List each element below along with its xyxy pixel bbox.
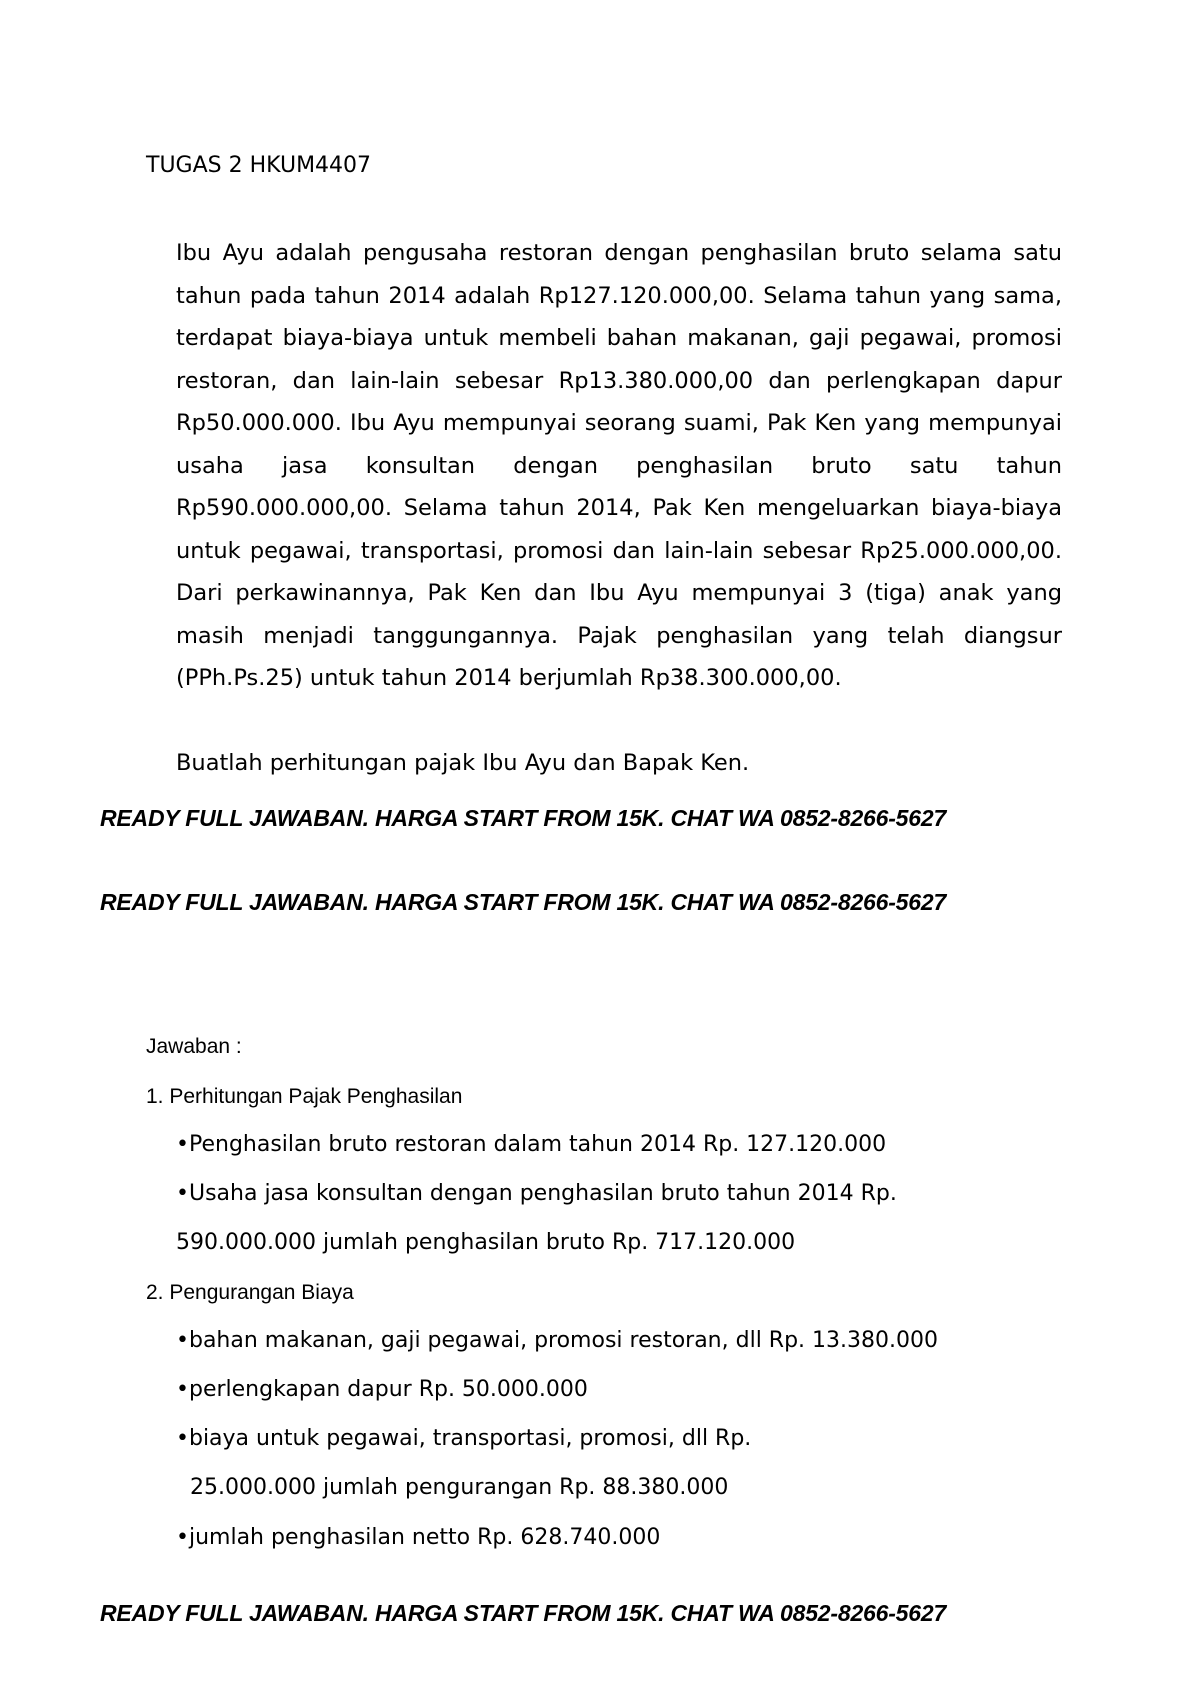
section-1-line: 590.000.000 jumlah penghasilan bruto Rp. 717.120.000	[176, 1230, 796, 1255]
section-2-line: 25.000.000 jumlah pengurangan Rp. 88.380.000	[190, 1475, 729, 1500]
promo-banner: READY FULL JAWABAN. HARGA START FROM 15K. CHAT WA 0852-8266-5627	[100, 805, 947, 831]
question-text: Ibu Ayu adalah pengusaha restoran dengan penghasilan bruto selama satu tahun pada tahun 2014 adalah Rp127.120.000,00. Selama tahun yang sama, terdapat biaya-biaya untuk membeli bahan makanan, gaji pegawai, promosi restoran, dan lain-lain sebesar Rp13.380.000,00 dan perlengkapan dapur Rp50.000.000. Ibu Ayu mempunyai seorang suami, Pak Ken yang mempunyai usaha jasa konsultan dengan penghasilan bruto satu tahun Rp590.000.000,00. Selama tahun 2014, Pak Ken mengeluarkan biaya-biaya untuk pegawai, transportasi, promosi dan lain-lain sebesar Rp25.000.000,00. Dari perkawinannya, Pak Ken dan Ibu Ayu mempunyai 3 (tiga) anak yang masih menjadi tanggungannya. Pajak penghasilan yang telah diangsur (PPh.Ps.25) untuk tahun 2014 berjumlah Rp38.300.000,00.	[176, 240, 1062, 691]
section-2-line: •bahan makanan, gaji pegawai, promosi restoran, dll Rp. 13.380.000	[176, 1328, 938, 1353]
promo-banner: READY FULL JAWABAN. HARGA START FROM 15K. CHAT WA 0852-8266-5627	[100, 889, 947, 915]
document-title: TUGAS 2 HKUM4407	[146, 153, 372, 178]
section-1-line: •Usaha jasa konsultan dengan penghasilan bruto tahun 2014 Rp.	[176, 1181, 897, 1206]
promo-banner: READY FULL JAWABAN. HARGA START FROM 15K. CHAT WA 0852-8266-5627	[100, 1600, 947, 1626]
answer-label: Jawaban :	[146, 1035, 242, 1058]
section-2-line: •jumlah penghasilan netto Rp. 628.740.000	[176, 1525, 661, 1550]
section-1-line: •Penghasilan bruto restoran dalam tahun 2014 Rp. 127.120.000	[176, 1132, 887, 1157]
section-2-heading: 2. Pengurangan Biaya	[146, 1281, 354, 1304]
question-paragraph	[176, 232, 1062, 700]
section-2-line: •perlengkapan dapur Rp. 50.000.000	[176, 1377, 588, 1402]
section-2-line: •biaya untuk pegawai, transportasi, promosi, dll Rp.	[176, 1426, 752, 1451]
question-instruction: Buatlah perhitungan pajak Ibu Ayu dan Bapak Ken.	[176, 750, 750, 776]
section-1-heading: 1. Perhitungan Pajak Penghasilan	[146, 1085, 463, 1108]
